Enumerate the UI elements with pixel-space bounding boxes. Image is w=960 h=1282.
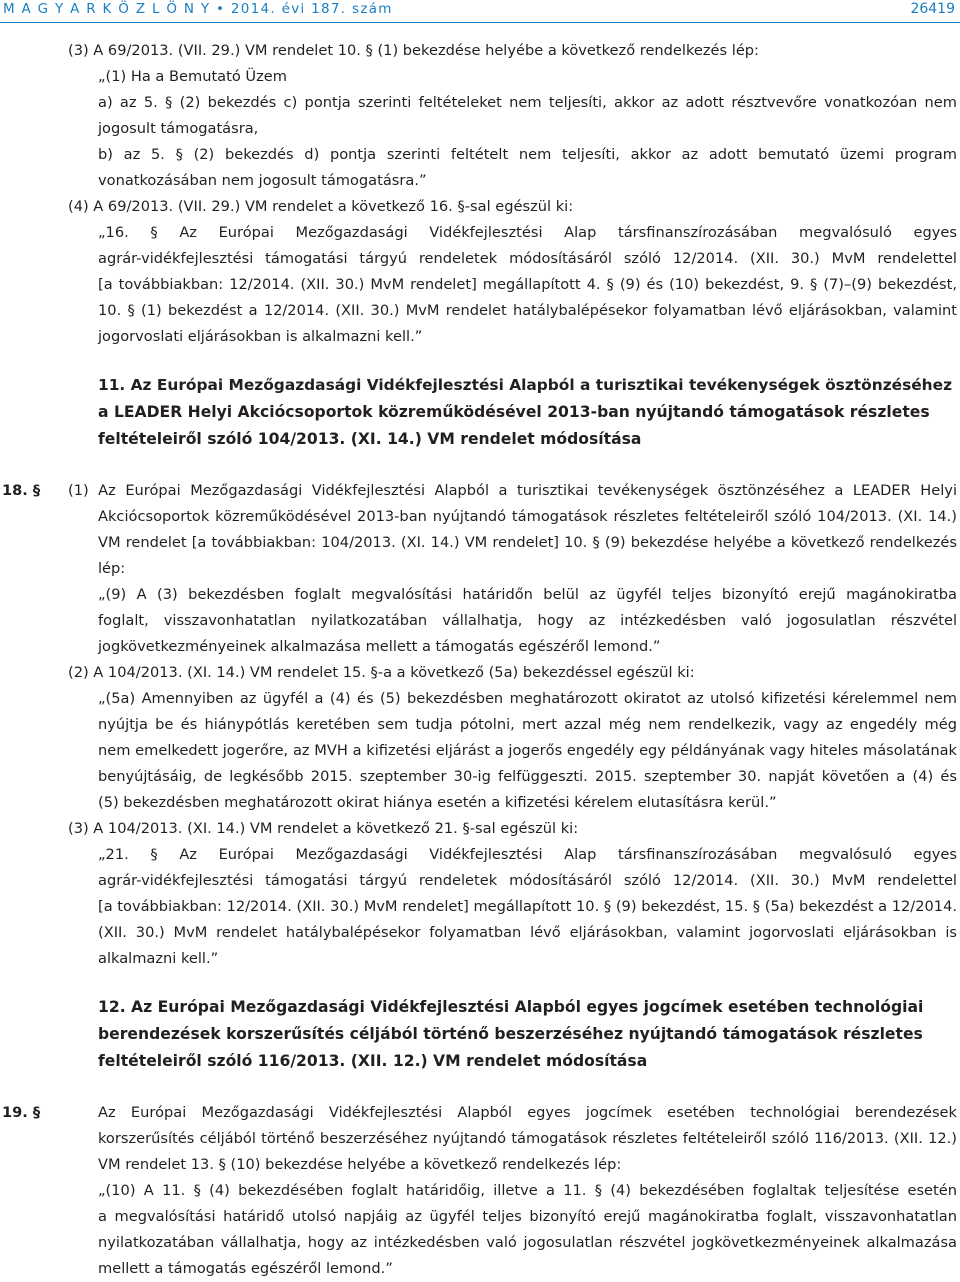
paragraph-line: „(9) A (3) bekezdésben foglalt megvalósítási határidőn belül az ügyfél teljes bizonyító erejű magánokiratba	[98, 586, 957, 603]
header-rule	[0, 22, 960, 23]
paragraph-line: VM rendelet [a továbbiakban: 104/2013. (XI. 14.) VM rendelet] 10. § (9) bekezdése helyébe a következő rendelkezés	[98, 534, 957, 551]
paragraph-line: nyilatkozatában vállalhatja, hogy az intézkedésben való jogosulatlan részvétel jogkövetkezményeinek alkalmazása	[98, 1234, 957, 1251]
paragraph-line: (4) A 69/2013. (VII. 29.) VM rendelet a következő 16. §-sal egészül ki:	[68, 198, 574, 215]
section-number: 19. §	[2, 1104, 41, 1121]
paragraph-line: korszerűsítés céljából történő beszerzéséhez nyújtandó támogatások részletes feltételeiről szóló 116/2013. (XII. 12.)	[98, 1130, 957, 1147]
paragraph-line: 10. § (1) bekezdést a 12/2014. (XII. 30.) MvM rendelet hatálybalépésekor folyamatban lévő eljárásokban, valamint	[98, 302, 957, 319]
paragraph-line: jogkövetkezményeinek alkalmazása mellett a támogatás egészéről lemond.”	[98, 638, 661, 655]
paragraph-line: agrár-vidékfejlesztési támogatási tárgyú rendeletek módosításáról szóló 12/2014. (XII. 30.) MvM rendelettel	[98, 250, 957, 267]
paragraph-line: (3) A 104/2013. (XI. 14.) VM rendelet a következő 21. §-sal egészül ki:	[68, 820, 579, 837]
section-heading: feltételeiről szóló 104/2013. (XI. 14.) VM rendelet módosítása	[98, 430, 642, 448]
paragraph-line: jogorvoslati eljárásokban is alkalmazni kell.”	[98, 328, 423, 345]
paragraph-line: „16. § Az Európai Mezőgazdasági Vidékfejlesztési Alap társfinanszírozásában megvalósuló egyes	[98, 224, 957, 241]
section-heading: feltételeiről szóló 116/2013. (XII. 12.) VM rendelet módosítása	[98, 1052, 648, 1070]
paragraph-line: nyújtja be és hiánypótlás keretében sem tudja pótolni, mert azzal még nem rendelkezik, vagy az engedély még	[98, 716, 957, 733]
paragraph-line: mellett a támogatás egészéről lemond.”	[98, 1260, 393, 1277]
paragraph-line: [a továbbiakban: 12/2014. (XII. 30.) MvM rendelet] megállapított 4. § (9) és (10) bekezdést, 9. § (7)–(9) bekezdést,	[98, 276, 957, 293]
running-title: M A G Y A R K Ö Z L Ö N Y • 2014. évi 187. szám	[3, 1, 393, 17]
paragraph-line: „(5a) Amennyiben az ügyfél a (4) és (5) bekezdésben meghatározott okiratot az utolsó kifizetési kérelemmel nem	[98, 690, 957, 707]
page-number: 26419	[910, 1, 955, 17]
paragraph-line: foglalt, visszavonhatatlan nyilatkozatában vállalhatja, hogy az intézkedésben való jogosulatlan részvétel	[98, 612, 957, 629]
paragraph-line: „(1) Ha a Bemutató Üzem	[98, 68, 287, 85]
paragraph-line: jogosult támogatásra,	[98, 120, 259, 137]
section-heading: a LEADER Helyi Akciócsoportok közreműködésével 2013-ban nyújtandó támogatások részletes	[98, 403, 930, 421]
paragraph-line: benyújtásáig, de legkésőbb 2015. szeptember 30-ig felfüggeszti. 2015. szeptember 30. napját követően a (4) és	[98, 768, 957, 785]
running-header	[0, 0, 960, 24]
paragraph-line: (XII. 30.) MvM rendelet hatálybalépésekor folyamatban lévő eljárásokban, valamint jogorvoslati eljárásokban is	[98, 924, 957, 941]
paragraph-line: a megvalósítási határidő utolsó napjáig az ügyfél teljes bizonyító erejű magánokiratba foglalt, visszavonhatatlan	[98, 1208, 957, 1225]
paragraph-line: alkalmazni kell.”	[98, 950, 219, 967]
paragraph-line: b) az 5. § (2) bekezdés d) pontja szerinti feltételt nem teljesíti, akkor az adott bemutató üzemi program	[98, 146, 957, 163]
paragraph-line: (1) Az Európai Mezőgazdasági Vidékfejlesztési Alapból a turisztikai tevékenységek ösztönzéséhez a LEADER Helyi	[68, 482, 957, 499]
section-number: 18. §	[2, 482, 41, 499]
section-heading: berendezések korszerűsítés céljából történő beszerzéséhez nyújtandó támogatások részletes	[98, 1025, 923, 1043]
paragraph-line: VM rendelet 13. § (10) bekezdése helyébe a következő rendelkezés lép:	[98, 1156, 622, 1173]
paragraph-line: lép:	[98, 560, 126, 577]
paragraph-line: „(10) A 11. § (4) bekezdésében foglalt határidőig, illetve a 11. § (4) bekezdésében foglaltak teljesítése esetén	[98, 1182, 957, 1199]
paragraph-line: (5) bekezdésben meghatározott okirat hiánya esetén a kifizetési kérelem elutasításra kerül.”	[98, 794, 777, 811]
section-heading: 12. Az Európai Mezőgazdasági Vidékfejlesztési Alapból egyes jogcímek esetében technológiai	[98, 998, 924, 1016]
paragraph-line: vonatkozásában nem jogosult támogatásra.”	[98, 172, 427, 189]
paragraph-line: (2) A 104/2013. (XI. 14.) VM rendelet 15. §-a a következő (5a) bekezdéssel egészül ki:	[68, 664, 695, 681]
paragraph-line: agrár-vidékfejlesztési támogatási tárgyú rendeletek módosításáról szóló 12/2014. (XII. 30.) MvM rendelettel	[98, 872, 957, 889]
paragraph-line: „21. § Az Európai Mezőgazdasági Vidékfejlesztési Alap társfinanszírozásában megvalósuló egyes	[98, 846, 957, 863]
paragraph-line: nem emelkedett jogerőre, az MVH a kifizetési eljárást a jogerős engedély egy példányának vagy hiteles másolatának	[98, 742, 957, 759]
paragraph-line: Az Európai Mezőgazdasági Vidékfejlesztési Alapból egyes jogcímek esetében technológiai berendezések	[98, 1104, 957, 1121]
section-heading: 11. Az Európai Mezőgazdasági Vidékfejlesztési Alapból a turisztikai tevékenységek ösztönzéséhez	[98, 376, 953, 394]
paragraph-line: a) az 5. § (2) bekezdés c) pontja szerinti feltételeket nem teljesíti, akkor az adott résztvevőre vonatkozóan nem	[98, 94, 957, 111]
paragraph-line: (3) A 69/2013. (VII. 29.) VM rendelet 10. § (1) bekezdése helyébe a következő rendelkezés lép:	[68, 42, 759, 59]
paragraph-line: Akciócsoportok közreműködésével 2013-ban nyújtandó támogatások részletes feltételeiről szóló 104/2013. (XI. 14.)	[98, 508, 957, 525]
paragraph-line: [a továbbiakban: 12/2014. (XII. 30.) MvM rendelet] megállapított 10. § (9) bekezdést, 15. § (5a) bekezdést a 12/2014.	[98, 898, 957, 915]
